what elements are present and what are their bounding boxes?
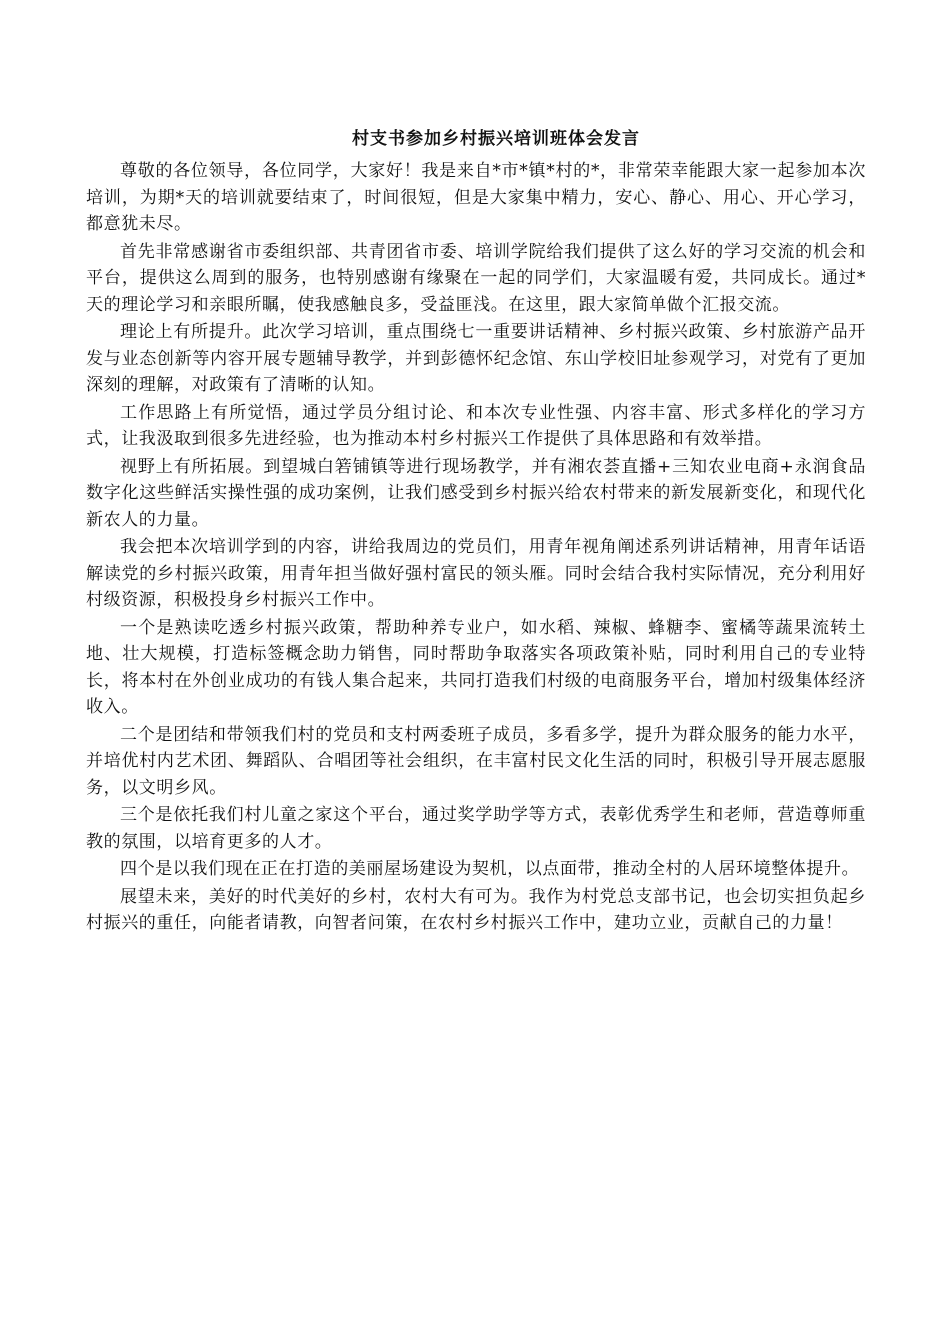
paragraph-6: 我会把本次培训学到的内容，讲给我周边的党员们，用青年视角阐述系列讲话精神，用青年话语解读党的乡村振兴政策，用青年担当做好强村富民的领头雁。同时会结合我村实际情况，充分利用好村级资源，积极投身乡村振兴工作中。 (86, 537, 866, 610)
paragraph-7: 一个是熟读吃透乡村振兴政策，帮助种养专业户，如水稻、辣椒、蜂糖李、蜜橘等蔬果流转土地、壮大规模，打造标签概念助力销售，同时帮助争取落实各项政策补贴，同时利用自己的专业特长，将本村在外创业成功的有钱人集合起来，共同打造我们村级的电商服务平台，增加村级集体经济收入。 (86, 617, 866, 717)
paragraph-9: 三个是依托我们村儿童之家这个平台，通过奖学助学等方式，表彰优秀学生和老师，营造尊师重教的氛围，以培育更多的人才。 (86, 805, 866, 852)
paragraph-2: 首先非常感谢省市委组织部、共青团省市委、培训学院给我们提供了这么好的学习交流的机会和平台，提供这么周到的服务，也特别感谢有缘聚在一起的同学们，大家温暖有爱，共同成长。通过*天的理论学习和亲眼所瞩，使我感触良多，受益匪浅。在这里，跟大家简单做个汇报交流。 (86, 241, 866, 315)
paragraph-3: 理论上有所提升。此次学习培训，重点围绕七一重要讲话精神、乡村振兴政策、乡村旅游产品开发与业态创新等内容开展专题辅导教学，并到彭德怀纪念馆、东山学校旧址参观学习，对党有了更加深刻的理解，对政策有了清晰的认知。 (86, 322, 866, 395)
paragraph-1: 尊敬的各位领导，各位同学，大家好！我是来自*市*镇*村的*，非常荣幸能跟大家一起参加本次培训，为期*天的培训就要结束了，时间很短，但是大家集中精力，安心、静心、用心、开心学习，都意犹未尽。 (86, 161, 866, 234)
paragraph-4: 工作思路上有所觉悟，通过学员分组讨论、和本次专业性强、内容丰富、形式多样化的学习方式，让我汲取到很多先进经验，也为推动本村乡村振兴工作提供了具体思路和有效举措。 (86, 402, 866, 449)
paragraph-8: 二个是团结和带领我们村的党员和支村两委班子成员，多看多学，提升为群众服务的能力水平，并培优村内艺术团、舞蹈队、合唱团等社会组织，在丰富村民文化生活的同时，积极引导开展志愿服务，以文明乡风。 (86, 724, 866, 798)
paragraph-10: 四个是以我们现在正在打造的美丽屋场建设为契机，以点面带，推动全村的人居环境整体提升。 (120, 859, 860, 879)
paragraph-5: 视野上有所拓展。到望城白箬铺镇等进行现场教学，并有湘农荟直播+三知农业电商+永润食品数字化这些鲜活实操性强的成功案例，让我们感受到乡村振兴给农村带来的新发展新变化，和现代化新农人的力量。 (86, 456, 866, 530)
paragraph-11: 展望未来，美好的时代美好的乡村，农村大有可为。我作为村党总支部书记，也会切实担负起乡村振兴的重任，向能者请教，向智者问策，在农村乡村振兴工作中，建功立业，贡献自己的力量！ (86, 886, 866, 933)
document-page (86, 124, 866, 938)
document-title: 村支书参加乡村振兴培训班体会发言 (352, 129, 640, 149)
